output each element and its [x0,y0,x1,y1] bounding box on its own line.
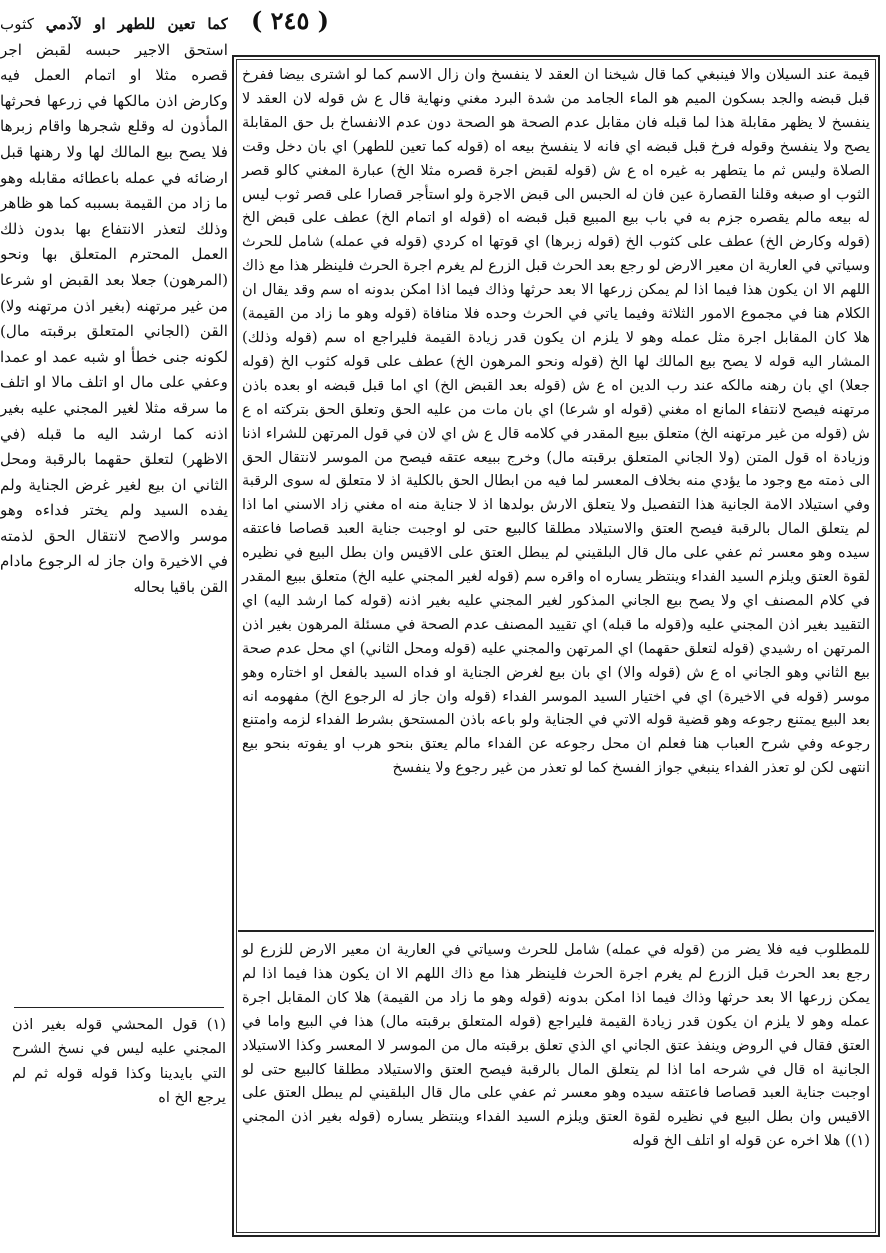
commentary-frame [232,55,880,1237]
main-text-body: كثوب استحق الاجير حبسه لقبض اجر قصره مثلا او اتمام العمل فيه وكارض اذن مالكها في زرعها فحرثها المأذون له وقلع شجرها واقام زبرها فلا يصح بيع المالك لها ولا رهنها قبل ارضائه في عمله باعطائه مقابله وهو ما زاد من القيمة بسببه كما هو ظاهر وذلك لتعذر الانتفاع بها بدون ذلك العمل المحترم المتعلق بها ونحو (المرهون) جعلا بعد القبض او شرعا من غير مرتهنه (بغير اذن مرتهنه ولا) القن (الجاني المتعلق برقبته مال) لكونه جنى خطأ او شبه عمد او عمدا وعفي على مال او اتلف مالا او اتلف ما سرقه مثلا لغير المجني عليه بغير اذنه كما ارشد اليه ما قبله (في الاظهر) لتعلق حقهما بالرقبة ومحل الثاني ان بيع لغير غرض الجناية ولم يفده السيد ولم يختر فداءه وهو موسر والاصح لانتقال الحق لذمته في الاخيرة وان جاز له الرجوع مادام القن باقيا بحاله [0,15,228,597]
commentary-main-text: قيمة عند السيلان والا فينبغي كما قال شيخنا ان العقد لا ينفسخ وان زال الاسم كما لو اشترى بيضا ففرخ قبل قبضه والجد بسكون الميم هو الماء الجامد من شدة البرد مغني ونهاية قال ع ش قوله لان العقد لا ينفسخ لا يظهر مقابلة هذا لما قبله فان مقابل عدم الصحة هو الصحة دون عدم الانفساخ بل حق المقابلة يصح ولا ينفسخ وقوله فرخ قبل قبضه اي فانه لا ينفسخ بيعه اه (قوله كما تعين للطهر) اي بان دخل وقت الصلاة وليس ثم ما يتطهر به غيره اه ع ش (قوله لقبض اجرة قصره مثلا الخ) عبارة المغني كالو قصر الثوب او صبغه وقلنا القصارة عين فان له الحبس الى قبض الاجرة ولو استأجر قصارا على قصر ثوب ليس له بيعه مالم يقصره جزم به في باب بيع المبيع قبل قبضه اه (قوله او اتمام الخ) عطف على قبض الخ (قوله وكارض الخ) عطف على كثوب الخ (قوله زبرها) اي قوتها اه كردي (قوله في عمله) شامل للحرث وسياتي في العارية ان معير الارض لو رجع بعد الحرث قبل الزرع لم يغرم اجرة الحرث فلينظر هذا مع ذاك اللهم الا ان يكون هذا فيما اذا لم يمكن زرعها الا بعد حرثها وذاك فيما اذا امكن بدونه اه سم وقد يقال ان الكلام هنا في مجموع الامور الثلاثة وفيما ياتي في الحرث وحده فلا منافاة (قوله وهو ما زاد من القيمة) هلا كان المقابل اجرة مثل عمله وهو لا يلزم ان يكون قدر زيادة القيمة فليراجع اه سم (قوله وذلك) المشار اليه قوله لا يصح بيع المالك لها الخ (قوله ونحو المرهون الخ) عطف على قوله كثوب الخ (قوله جعلا) اي بان رهنه مالكه عند رب الدين اه ع ش (قوله بعد القبض الخ) اي اما قبل قبضه او بعده باذن مرتهنه فيصح لانتفاء المانع اه مغني (قوله او شرعا) اي بان مات من عليه الحق وتعلق الحق بتركته اه ع ش (قوله من غير مرتهنه الخ) متعلق ببيع المقدر في كلامه قال ع ش اي لان في قول المرتهن للشراء اذنا وزيادة اه قول المتن (ولا الجاني المتعلق برقبته مال) وخرج ببيعه عتقه فيصح من الموسر لانتقال الحق الى ذمته مع وجود ما يؤدي منه بخلاف المعسر لما فيه من ابطال الحق بالكلية اذ لا متعلق له سوى الرقبة وفي استيلاد الامة الجانية هذا التفصيل ولا يتعلق الارش بولدها اذ لا جناية منه اه مغني زاد الاسني اما اذا لم يتعلق المال بالرقبة فيصح العتق والاستيلاد مطلقا كالبيع حتى لو اوجبت جناية العبد قصاصا فاعتقه سيده وهو معسر ثم عفي على مال قال البلقيني لم يبطل العتق على الاقيس وان بطل البيع في نظيره لقوة العتق ويلزم السيد الفداء وينتظر يساره اه واقره سم (قوله لغير المجني عليه الخ) متعلق ببيع المقدر في كلام المصنف اي ولا يصح بيع الجاني المذكور لغير المجني عليه بغير اذنه (قوله كما ارشد اليه) اي التقييد بغير اذن المجني عليه و(قوله ما قبله) اي تقييد المصنف عدم الصحة في مسئلة المرهون بغير اذن المرتهن اه رشيدي (قوله لتعلق حقهما) اي المرتهن والمجني عليه (قوله ومحل الثاني) اي محل عدم صحة بيع الثاني وهو الجاني اه ع ش (قوله والا) اي بان بيع لغرض الجناية او فداه السيد بالفعل او اختاره وهو موسر (قوله في الاخيرة) اي في اختيار السيد الموسر الفداء (قوله وان جاز له الرجوع الخ) مفهومه انه بعد البيع يمتنع رجوعه وهو قضية قوله الاتي في الجناية ولو باعه باذن المستحق بشرط الفداء لزمه وامتنع رجوعه وفي شرح العباب هنا فعلم ان محل رجوعه عن الفداء مالم يعتق بنحو هرب او يفوته بنحو بيع انتهى لكن لو تعذر الفداء ينبغي جواز الفسخ كما لو تعذر من غير رجوع ولا ينفسخ [242,66,871,777]
main-text-heading: كما تعين للطهر او لآدمي [45,15,228,33]
main-text-column [0,12,228,900]
commentary-lower-text: للمطلوب فيه فلا يضر من (قوله في عمله) شامل للحرث وسياتي في العارية ان معير الارض للزرع لو رجع بعد الحرث قبل الزرع لم يغرم اجرة الحرث فلينظر هذا مع ذاك اللهم الا ان يكون هذا فيما اذا لم يمكن زرعها الا بعد حرثها وذاك فيما اذا امكن بدونه (قوله وهو ما زاد من القيمة) هلا كان المقابل اجرة عمله وهو لا يلزم ان يكون قدر زيادة القيمة فليراجع (قوله المتعلق برقبته مال) هذا في البيع واما في العتق فقال في الروض وينفذ عتق الجاني اي الذي تعلق برقبته مال من الموسر لا المعسر وكذا الاستيلاد الجانية اه قال في شرحه اما اذا لم يتعلق المال بالرقبة فيصح العتق والاستيلاد مطلقا كالبيع حتى لو اوجبت جناية العبد قصاصا فاعتقه سيده وهو معسر ثم عفي على مال قال البلقيني لم يبطل العتق على الاقيس وان بطل البيع في نظيره لقوة العتق ويلزم السيد الفداء وينتظر يساره (قوله بغير اذن المجني (١)) هلا اخره عن قوله او اتلف الخ قوله [242,941,870,1150]
footnote-text: (١) قول المحشي قوله بغير اذن المجني عليه ليس في نسخ الشرح التي بايدينا وكذا قوله قوله ثم لم يرجع الخ اه [12,1016,226,1107]
page-number: ( ٢٤٥ ) [250,6,330,35]
commentary-divider [238,930,874,932]
footnote-separator [14,1007,224,1008]
